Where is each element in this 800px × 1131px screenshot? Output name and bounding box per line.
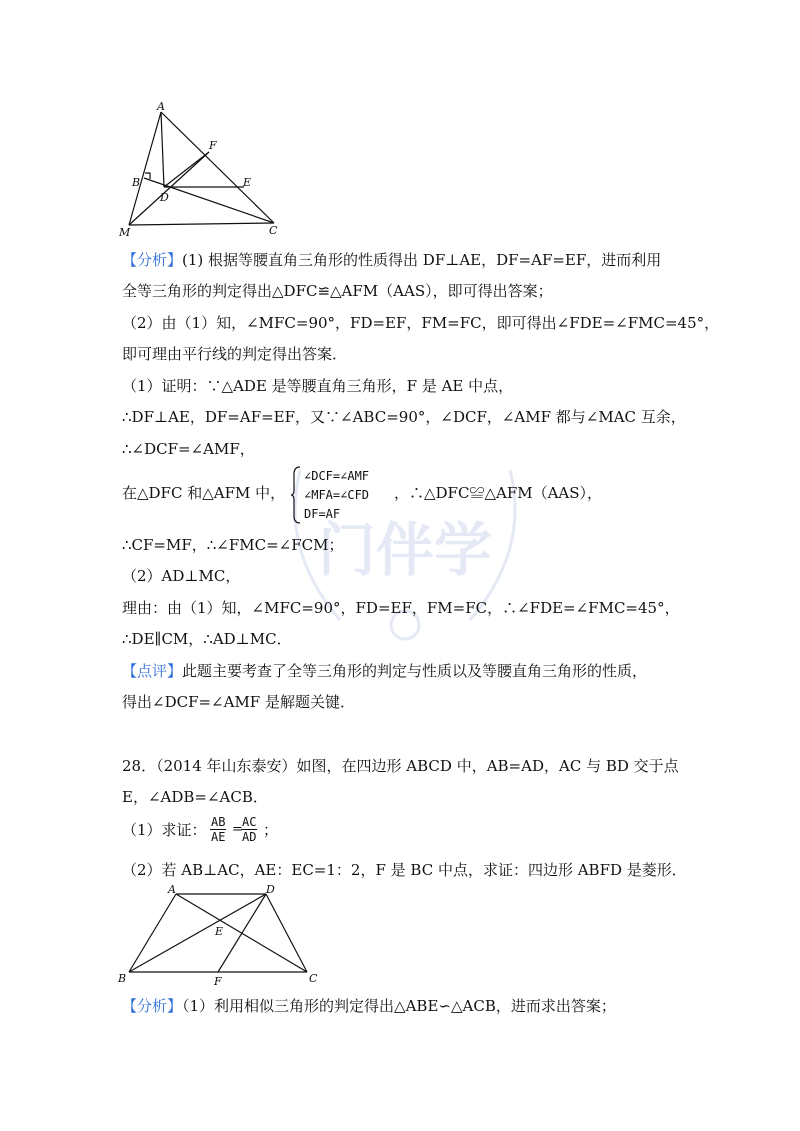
label-m: M [119,226,131,239]
figure-triangle-amc [116,100,286,240]
label-c: C [309,972,318,985]
segment-am [129,112,161,225]
segment-mf [129,152,209,225]
label-d: D [160,191,169,204]
q27-comment-line1: 【点评】此题主要考查了全等三角形的判定与性质以及等腰直角三角形的性质， [122,662,648,680]
q27-proof-line1: （1）证明：∵△ADE 是等腰直角三角形，F 是 AE 中点， [122,377,514,395]
condition-1: ∠DCF=∠AMF [304,469,370,483]
q27-proof-line6: （2）AD⊥MC， [122,567,241,585]
segment-ad [161,112,164,187]
part1-end: ； [263,821,279,839]
q27-proof-line2: ∴DF⊥AE，DF=AF=EF，又∵∠ABC=90°，∠DCF，∠AMF 都与∠MAC 互余， [122,408,686,426]
q27-analysis-line3: （2）由（1）知，∠MFC=90°，FD=EF，FM=FC，即可得出∠FDE=∠FMC=45°， [122,314,720,332]
label-b: B [132,176,141,189]
condition-3: DF=AF [304,507,341,521]
label-f: F [214,975,222,988]
figure-quadrilateral-abcd [116,882,326,990]
segment-mc [129,223,274,225]
segment-df [164,152,209,187]
q27-proof-line7: 理由：由（1）知，∠MFC=90°，FD=EF，FM=FC，∴∠FDE=∠FMC=45°， [122,599,680,617]
condition-2: ∠MFA=∠CFD [304,488,370,502]
label-a: A [157,100,165,113]
fraction-equals: = [232,822,243,837]
analysis-tag: 【分析】 [122,251,183,269]
q27-analysis-line4: 即可理由平行线的判定得出答案． [122,345,348,363]
label-f: F [209,139,217,152]
segment-df [218,894,266,972]
label-a: A [168,883,176,896]
comment-tag: 【点评】 [122,662,183,680]
q27-comment-line2: 得出∠DCF=∠AMF 是解题关键． [122,693,355,711]
q27-proof-line8: ∴DE∥CM，∴AD⊥MC． [122,630,292,648]
label-b: B [118,972,127,985]
fraction-ab-ae: $\frac{AB}{AE}$ [211,815,226,844]
q28-analysis-line1: 【分析】（1）利用相似三角形的判定得出△ABE∽△ACB，进而求出答案； [122,997,616,1015]
label-e: E [243,176,252,189]
label-d: D [266,883,275,896]
svg-text:门伴学: 门伴学 [317,516,493,584]
q27-proof-line5: ∴CF=MF，∴∠FMC=∠FCM； [122,536,344,554]
q28-stem-line2: E，∠ADB=∠ACB． [122,788,268,806]
left-brace [290,466,302,524]
segment-ab [129,894,176,972]
brace-lead: 在△DFC 和△AFM 中， [122,484,286,502]
label-e: E [215,925,224,938]
q27-analysis-line2: 全等三角形的判定得出△DFC≌△AFM（AAS），即可得出答案； [122,282,553,300]
label-c: C [269,224,278,237]
analysis-tag: 【分析】 [122,997,183,1015]
q27-analysis-line1: 【分析】(1) 根据等腰直角三角形的性质得出 DF⊥AE，DF=AF=EF，进而利用 [122,251,662,269]
q28-stem-line1: 28．（2014 年山东泰安）如图，在四边形 ABCD 中，AB=AD，AC 与 BD 交于点 [122,757,679,775]
q28-part2: （2）若 AB⊥AC，AE：EC=1：2，F 是 BC 中点，求证：四边形 ABFD 是菱形． [122,861,687,879]
q28-part1: （1）求证： [122,821,207,839]
segment-bd [129,894,266,972]
fraction-ac-ad: $\frac{AC}{AD}$ [242,815,257,844]
q27-proof-line3: ∴∠DCF=∠AMF， [122,440,255,458]
brace-tail: ，∴△DFC≌△AFM（AAS）， [394,484,603,502]
segment-ac [161,112,274,223]
